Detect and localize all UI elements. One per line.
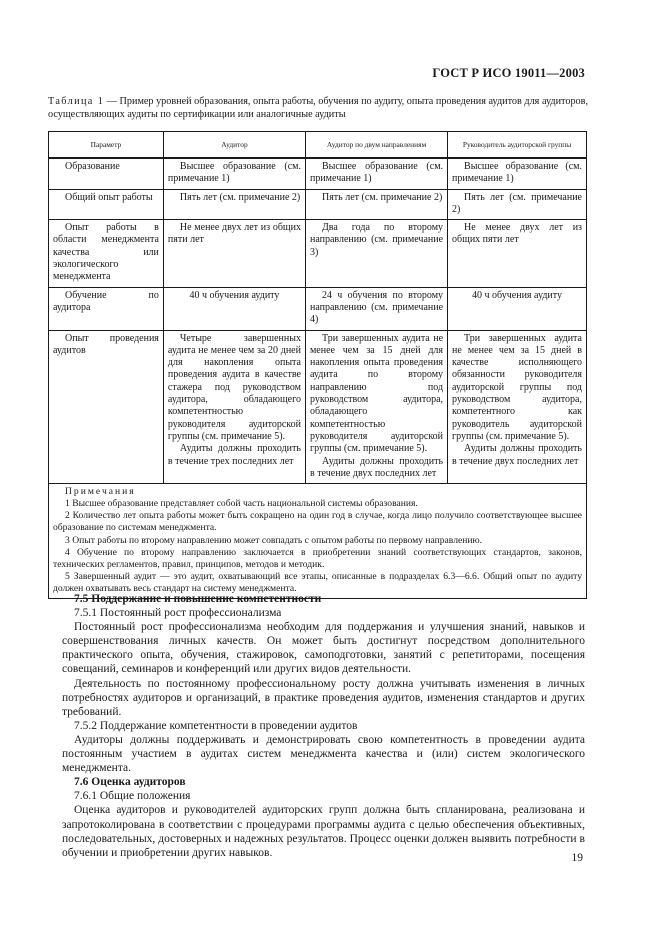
body-text — [62, 592, 585, 860]
table-header-row — [49, 132, 587, 159]
table-row — [49, 158, 587, 189]
cell-lead: Три завершенных аудита не менее чем за 15 дней в качестве исполняющего обязанности руководителя аудиторской группы под руководством аудитора, компетентного как руководитель аудиторской группы (см. примечание 5). Аудиты должны проходить в течение двух последних лет — [448, 330, 587, 484]
page-number: 19 — [571, 852, 583, 864]
notes-title: Примечания — [65, 486, 136, 498]
table-notes — [49, 484, 587, 599]
cell-lead: 40 ч обучения аудиту — [448, 287, 587, 330]
paragraph: Деятельность по постоянному профессиональному росту должна учитывать изменения в личных потребностях аудиторов и организаций, в практике проведения аудитов, изменения стандартов и других требований. — [62, 677, 585, 718]
table-caption — [48, 96, 588, 122]
cell-lead: Пять лет (см. примечание 2) — [448, 189, 587, 220]
note-item: 5 Завершенный аудит — это аудит, охватывающий все этапы, описанные в подразделах 6.3—6.6. Общий опыт по аудиту должен охватывать весь стандарт на систему менеджмента. — [53, 570, 582, 594]
col-header-lead-auditor: Руководитель аудиторской группы — [448, 132, 587, 159]
cell-param: Образование — [49, 158, 164, 189]
cell-dual: Высшее образование (см. примечание 1) — [305, 158, 447, 189]
cell-dual: Три завершенных аудита не менее чем за 15 дней для накопления опыта проведения аудита по второму направлению под руководством аудитора, обладающего компетентностью руководителя аудиторской группы (см. примечание 5). Аудиты должны проходить в течение двух последних лет — [305, 330, 447, 484]
cell-lead: Высшее образование (см. примечание 1) — [448, 158, 587, 189]
subsection-heading-7-6-1: 7.6.1 Общие положения — [74, 790, 191, 803]
paragraph: Аудиторы должны поддерживать и демонстрировать свою компетентность в проведении аудита постоянным участием в аудитах систем менеджмента качества и (или) систем экологического менеджмента. — [62, 733, 585, 775]
note-item: 4 Обучение по второму направлению заключается в приобретении знаний соответствующих стандартов, законов, технических регламентов, правил, принципов, методов и методик. — [53, 546, 582, 570]
cell-dual: Два года по второму направлению (см. примечание 3) — [305, 220, 447, 287]
cell-lead: Не менее двух лет из общих пяти лет — [448, 220, 587, 287]
cell-param: Общий опыт работы — [49, 189, 164, 220]
table-caption-text: — Пример уровней образования, опыта работы, обучения по аудиту, опыта проведения аудитов для аудиторов, осуществляющих аудиты по сертификации или аналогичные аудиты — [48, 96, 588, 120]
table-row — [49, 330, 587, 484]
note-item: 2 Количество лет опыта работы может быть сокращено на один год в случае, когда лицо получило соответствующее высшее образование по системам менеджмента. — [53, 510, 582, 534]
cell-dual: 24 ч обучения по второму направлению (см. примечание 4) — [305, 287, 447, 330]
note-item: 3 Опыт работы по второму направлению может совпадать с опытом работы по первому направлению. — [65, 534, 483, 546]
requirements-table — [48, 131, 587, 599]
note-item: 1 Высшее образование представляет собой часть национальной системы образования. — [65, 498, 418, 510]
table-caption-label: Таблица 1 — [48, 96, 105, 107]
cell-param: Обучение по аудитора — [49, 287, 164, 330]
table-row — [49, 220, 587, 287]
col-header-auditor: Аудитор — [163, 132, 305, 159]
cell-auditor: 40 ч обучения аудиту — [163, 287, 305, 330]
cell-param: Опыт работы в области менеджмента качества или экологического менеджмента — [49, 220, 164, 287]
subsection-heading-7-5-1: 7.5.1 Постоянный рост профессионализма — [74, 607, 282, 620]
cell-auditor: Пять лет (см. примечание 2) — [163, 189, 305, 220]
table-row — [49, 287, 587, 330]
paragraph: Постоянный рост профессионализма необходим для поддержания и улучшения знаний, навыков и совершенствования личных качеств. Он может быть достигнут посредством дополнительного практического опыта, обучения, стажировок, самоподготовки, занятий с репетиторами, посещения совещаний, семинаров и конференций или других видов деятельности. — [62, 621, 585, 676]
cell-auditor: Четыре завершенных аудита не менее чем за 20 дней для накопления опыта проведения аудита в качестве стажера под руководством аудитора, обладающего компетентностью руководителя аудиторской группы (см. примечание 5). Аудиты должны проходить в течение трех последних лет — [163, 330, 305, 484]
cell-param: Опыт проведения аудитов — [49, 330, 164, 484]
paragraph: Оценка аудиторов и руководителей аудиторских групп должна быть спланирована, реализована и запротоколирована в соответствии с процедурами программы аудита с целью обеспечения объективных, последовательных, достоверных и надежных результатов. Процесс оценки должен выявить потребности в обучении и приобретении других навыков. — [62, 804, 585, 859]
table-row — [49, 189, 587, 220]
col-header-dual-auditor: Аудитор по двум направлениям — [305, 132, 447, 159]
section-heading-7-6: 7.6 Оценка аудиторов — [74, 776, 186, 789]
cell-auditor: Не менее двух лет из общих пяти лет — [163, 220, 305, 287]
table-notes-row — [49, 484, 587, 599]
subsection-heading-7-5-2: 7.5.2 Поддержание компетентности в проведении аудитов — [74, 719, 358, 732]
section-heading-7-5: 7.5 Поддержание и повышение компетентности — [74, 593, 322, 605]
cell-auditor: Высшее образование (см. примечание 1) — [163, 158, 305, 189]
cell-dual: Пять лет (см. примечание 2) — [305, 189, 447, 220]
document-header: ГОСТ Р ИСО 19011—2003 — [432, 66, 585, 80]
col-header-parameter: Параметр — [49, 132, 164, 159]
